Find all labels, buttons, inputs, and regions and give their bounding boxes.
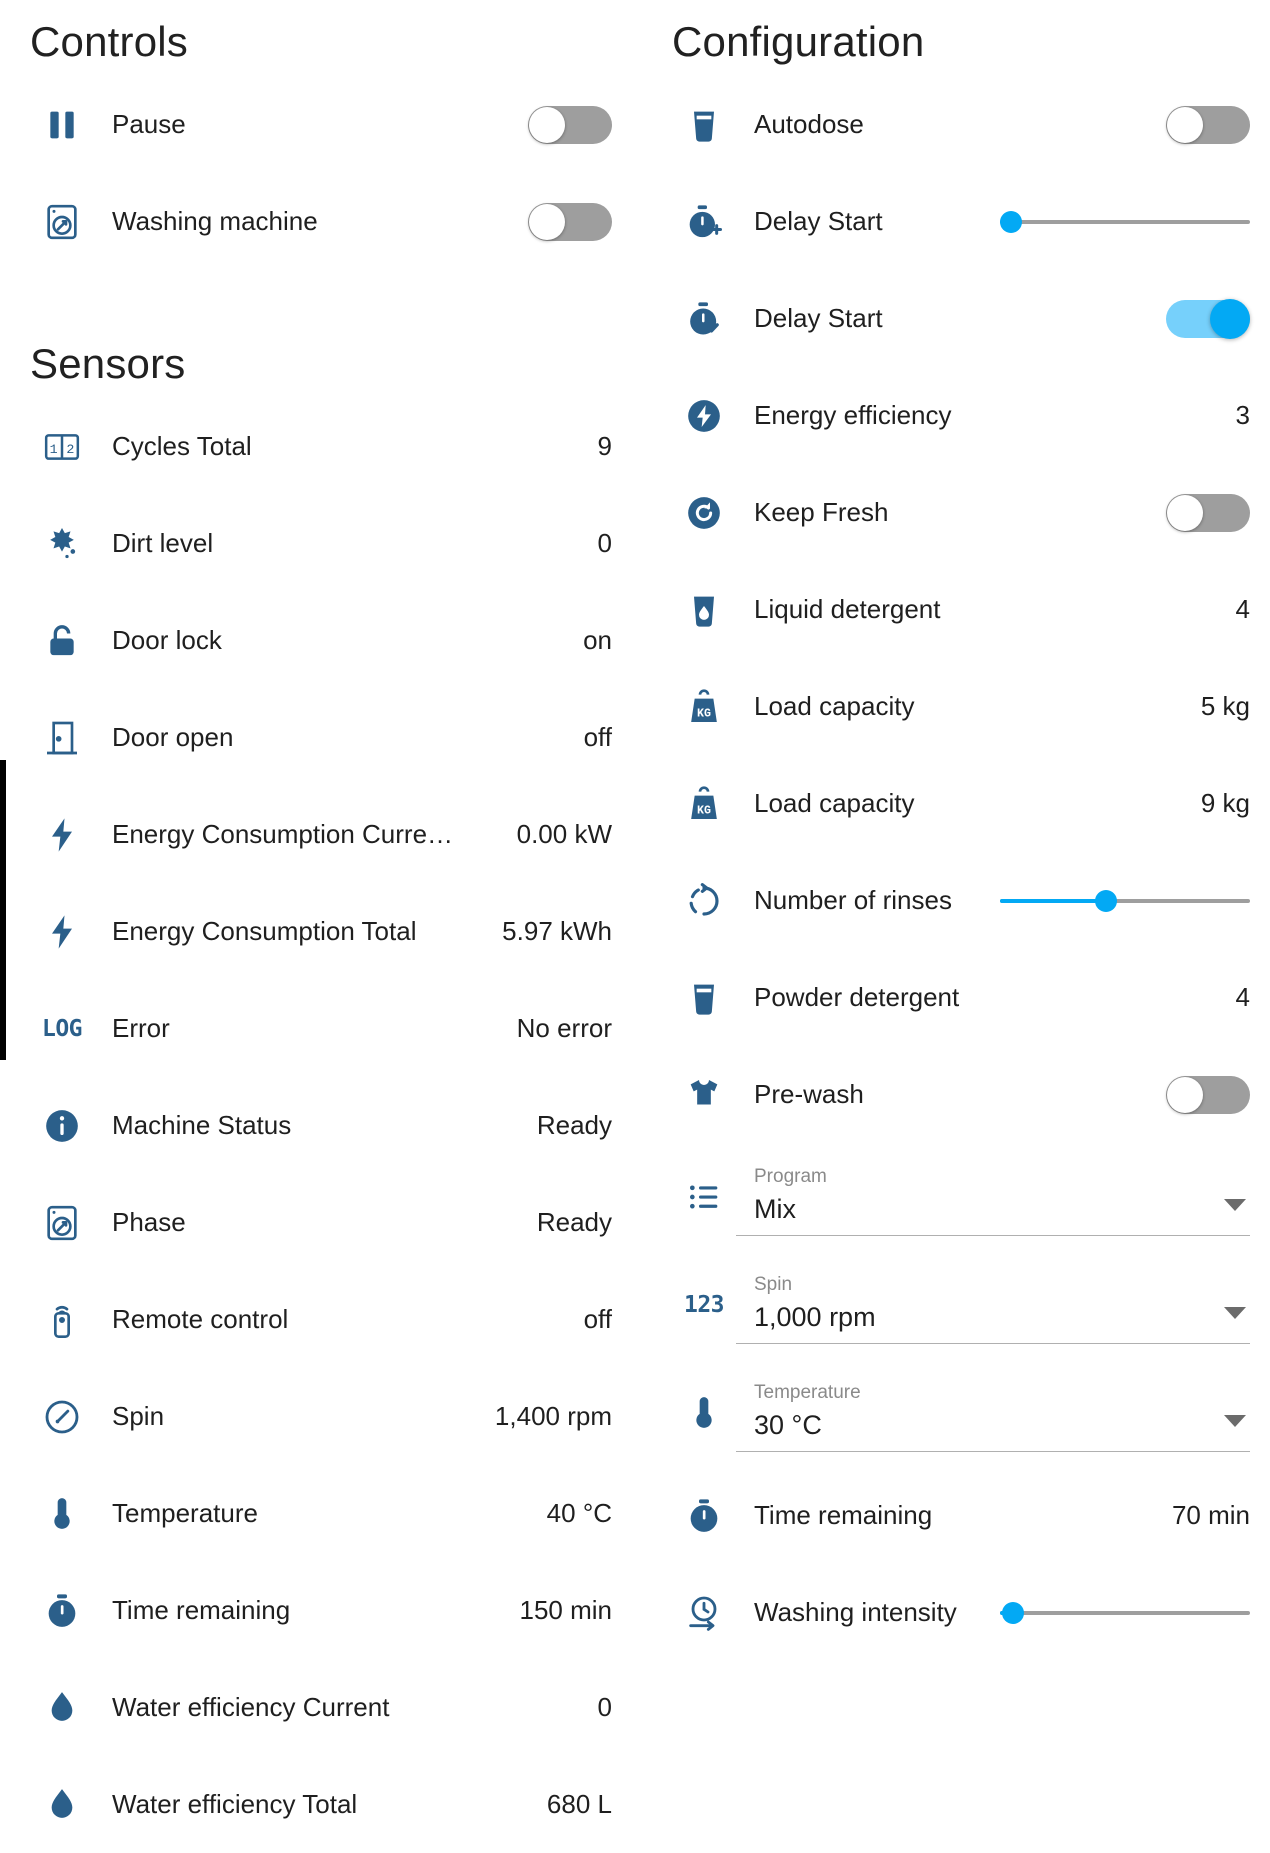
sensor-label: Machine Status [112,1110,292,1140]
sensor-value: 0.00 kW [516,819,612,849]
sensor-row-dirt-level [30,495,612,592]
toggle-knob [1167,1077,1203,1113]
liquid-detergent-icon [672,578,736,642]
sensor-row-remote-control [30,1271,612,1368]
keep-fresh-toggle[interactable] [1166,494,1250,532]
config-label: Autodose [754,109,864,139]
washing-machine-toggle[interactable] [528,203,612,241]
svg-text:KG: KG [697,705,711,720]
timer-icon [30,1579,94,1643]
sensor-value: 0 [597,1692,612,1722]
toggle-knob [1167,495,1203,531]
config-row-load-capacity-2 [672,755,1250,852]
spin-select[interactable] [736,1266,1250,1344]
sensor-row-error [30,980,612,1077]
spin-icon [30,1385,94,1449]
sensor-row-door-lock [30,592,612,689]
config-row-time-remaining [672,1467,1250,1564]
config-value: 3 [1235,400,1250,430]
config-label: Liquid detergent [754,594,941,624]
powder-detergent-icon [672,966,736,1030]
sensor-row-door-open [30,689,612,786]
tshirt-icon [672,1063,736,1127]
config-row-spin[interactable] [672,1251,1250,1359]
svg-text:2: 2 [66,442,75,458]
sensor-label: Remote control [112,1304,289,1334]
toggle-knob [529,204,565,240]
water-drop-icon [30,1773,94,1837]
sensor-label: Phase [112,1207,186,1237]
counter-icon [30,415,94,479]
pre-wash-toggle[interactable] [1166,1076,1250,1114]
sensor-value: 5.97 kWh [502,916,612,946]
spin-field-value: 1,000 rpm [754,1302,876,1332]
sensor-value: 40 °C [546,1498,612,1528]
weight-icon [672,675,736,739]
control-row-washing-machine[interactable] [30,173,612,270]
config-label: Keep Fresh [754,497,889,527]
log-icon [30,997,94,1061]
bolt-icon [30,803,94,867]
remote-icon [30,1288,94,1352]
pause-icon [30,93,94,157]
sensor-row-temperature [30,1465,612,1562]
sensor-row-water-total [30,1756,612,1853]
config-label: Energy efficiency [754,400,952,430]
sensor-value: Ready [536,1207,612,1237]
chevron-down-icon[interactable] [1224,1307,1246,1319]
sensor-value: 0 [597,528,612,558]
washing-intensity-slider[interactable] [1000,1594,1250,1632]
config-value: 5 kg [1200,691,1250,721]
config-row-load-capacity-1 [672,658,1250,755]
thermometer-icon [672,1381,736,1445]
config-row-powder-detergent [672,949,1250,1046]
sensor-value: 680 L [546,1789,612,1819]
slider-thumb[interactable] [1000,211,1022,233]
refresh-icon [672,481,736,545]
slider-fill [1000,899,1105,903]
config-value: 4 [1235,982,1250,1012]
numbers-icon [672,1273,736,1337]
config-label: Powder detergent [754,982,960,1012]
config-label: Delay Start [754,303,883,333]
config-row-liquid-detergent [672,561,1250,658]
info-icon [30,1094,94,1158]
configuration-heading: Configuration [672,18,925,65]
config-row-delay-start-toggle[interactable] [672,270,1250,367]
sensor-value: off [583,1304,612,1334]
svg-text:1: 1 [49,442,58,458]
scroll-position-marker [0,760,6,1060]
delay-start-toggle[interactable] [1166,300,1250,338]
chevron-down-icon[interactable] [1224,1415,1246,1427]
log-glyph: LOG [41,1015,83,1042]
config-row-autodose[interactable] [672,76,1250,173]
sensor-label: Error [112,1013,170,1043]
sensor-row-energy-current [30,786,612,883]
sensor-row-time-remaining [30,1562,612,1659]
sensor-row-machine-status [30,1077,612,1174]
config-label: Time remaining [754,1500,933,1530]
program-select[interactable] [736,1158,1250,1236]
sensor-label: Water efficiency Current [112,1692,390,1722]
sensor-label: Dirt level [112,528,214,558]
clock-arrow-icon [672,1581,736,1645]
sensor-value: 150 min [519,1595,612,1625]
control-row-pause[interactable] [30,76,612,173]
spin-field-label: Spin [754,1274,793,1295]
sensor-value: 1,400 rpm [494,1401,612,1431]
pause-toggle[interactable] [528,106,612,144]
config-row-keep-fresh[interactable] [672,464,1250,561]
washing-machine-icon [30,190,94,254]
thermometer-icon [30,1482,94,1546]
config-label: Number of rinses [754,885,952,915]
sensor-row-phase [30,1174,612,1271]
door-icon [30,706,94,770]
config-row-program[interactable] [672,1143,1250,1251]
sensor-label: Energy Consumption Total [112,916,417,946]
sensor-row-spin [30,1368,612,1465]
slider-track [1000,1611,1250,1615]
sensor-row-water-current [30,1659,612,1756]
rinse-icon [672,869,736,933]
slider-track [1000,220,1250,224]
control-label: Washing machine [112,206,318,236]
temperature-field-value: 30 °C [754,1410,822,1440]
dirt-icon [30,512,94,576]
water-drop-icon [30,1676,94,1740]
lock-icon [30,609,94,673]
config-row-delay-start-slider[interactable] [672,173,1250,270]
list-icon [672,1165,736,1229]
sensor-value: 9 [597,431,612,461]
config-value: 4 [1235,594,1250,624]
sensor-row-cycles-total [30,398,612,495]
config-label: Pre-wash [754,1079,864,1109]
toggle-knob [1167,107,1203,143]
toggle-knob [1210,299,1250,339]
program-field-value: Mix [754,1194,796,1224]
left-column [0,0,632,1834]
slider-thumb[interactable] [1002,1602,1024,1624]
autodose-toggle[interactable] [1166,106,1250,144]
sensor-label: Temperature [112,1498,258,1528]
config-value: 70 min [1171,1500,1250,1530]
config-row-temperature[interactable] [672,1359,1250,1467]
timer-plus-icon [672,190,736,254]
sensor-value: No error [516,1013,612,1043]
sensor-label: Spin [112,1401,165,1431]
sensors-heading: Sensors [30,340,186,387]
sensor-value: on [583,625,612,655]
controls-heading: Controls [30,18,188,65]
bolt-circle-icon [672,384,736,448]
sensor-label: Cycles Total [112,431,252,461]
config-value: 9 kg [1200,788,1250,818]
sensor-label: Door open [112,722,234,752]
temperature-select[interactable] [736,1374,1250,1452]
sensor-value: off [583,722,612,752]
config-row-pre-wash[interactable] [672,1046,1250,1143]
weight-icon [672,772,736,836]
sensor-label: Time remaining [112,1595,291,1625]
right-column [632,0,1270,1834]
config-label: Delay Start [754,206,883,236]
config-row-number-of-rinses[interactable] [672,852,1250,949]
config-row-energy-efficiency [672,367,1250,464]
slider-thumb[interactable] [1095,890,1117,912]
timer-check-icon [672,287,736,351]
config-label: Washing intensity [754,1597,957,1627]
svg-text:KG: KG [697,802,711,817]
number-of-rinses-slider[interactable] [1000,882,1250,920]
sensor-row-energy-total [30,883,612,980]
temperature-field-label: Temperature [754,1382,861,1403]
toggle-knob [529,107,565,143]
sensor-label: Door lock [112,625,222,655]
chevron-down-icon[interactable] [1224,1199,1246,1211]
washing-machine-icon [30,1191,94,1255]
sensor-label: Energy Consumption Curre… [112,819,454,849]
config-label: Load capacity [754,788,915,818]
bolt-icon [30,900,94,964]
control-label: Pause [112,109,186,139]
sensor-label: Water efficiency Total [112,1789,358,1819]
config-row-washing-intensity[interactable] [672,1564,1250,1661]
delay-start-slider[interactable] [1000,203,1250,241]
cup-icon [672,93,736,157]
config-label: Load capacity [754,691,915,721]
numbers-glyph: 123 [683,1292,725,1318]
sensor-value: Ready [536,1110,612,1140]
timer-icon [672,1484,736,1548]
program-field-label: Program [754,1166,827,1187]
